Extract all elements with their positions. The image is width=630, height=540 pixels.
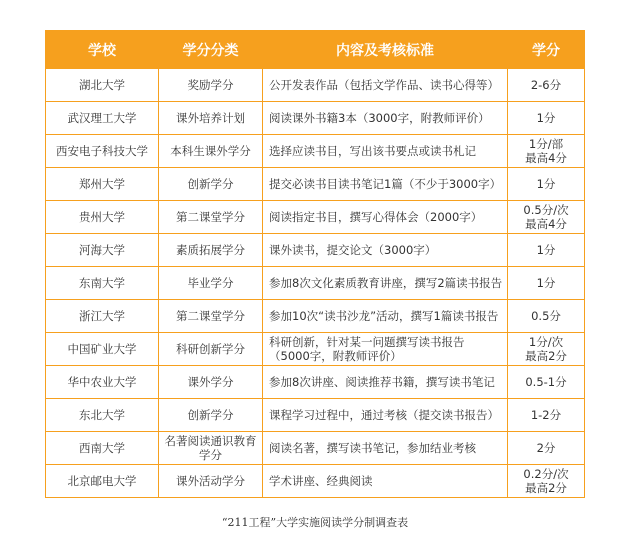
cell-criteria: 参加8次文化素质教育讲座，撰写2篇读书报告 — [263, 267, 508, 300]
cell-credit-type: 第二课堂学分 — [159, 300, 263, 333]
cell-school: 东南大学 — [46, 267, 159, 300]
table-row — [46, 234, 585, 267]
cell-school: 湖北大学 — [46, 69, 159, 102]
cell-credit: 0.5-1分 — [508, 366, 585, 399]
table-row — [46, 432, 585, 465]
cell-criteria: 参加8次讲座、阅读推荐书籍，撰写读书笔记 — [263, 366, 508, 399]
cell-credit-type: 奖励学分 — [159, 69, 263, 102]
cell-school: 北京邮电大学 — [46, 465, 159, 498]
cell-criteria: 公开发表作品（包括文学作品、读书心得等） — [263, 69, 508, 102]
cell-credit-type: 毕业学分 — [159, 267, 263, 300]
cell-criteria: 阅读指定书目，撰写心得体会（2000字） — [263, 201, 508, 234]
cell-school: 河海大学 — [46, 234, 159, 267]
table-body — [46, 69, 585, 498]
cell-credit: 1分/次 最高2分 — [508, 333, 585, 366]
cell-criteria: 阅读名著，撰写读书笔记，参加结业考核 — [263, 432, 508, 465]
cell-school: 武汉理工大学 — [46, 102, 159, 135]
cell-credit: 1分 — [508, 267, 585, 300]
table-row — [46, 168, 585, 201]
credit-survey-table — [45, 30, 585, 498]
cell-credit-type: 创新学分 — [159, 399, 263, 432]
cell-credit: 0.5分/次 最高4分 — [508, 201, 585, 234]
table-row — [46, 267, 585, 300]
cell-credit: 1-2分 — [508, 399, 585, 432]
table-caption: “211工程”大学实施阅读学分制调查表 — [221, 516, 409, 529]
cell-school: 中国矿业大学 — [46, 333, 159, 366]
cell-credit: 1分 — [508, 102, 585, 135]
cell-school: 西安电子科技大学 — [46, 135, 159, 168]
table-row — [46, 69, 585, 102]
table-header-row — [46, 31, 585, 69]
cell-credit-type: 课外活动学分 — [159, 465, 263, 498]
cell-criteria: 阅读课外书籍3本（3000字，附教师评价） — [263, 102, 508, 135]
cell-criteria: 选择应读书目，写出该书要点或读书札记 — [263, 135, 508, 168]
cell-school: 西南大学 — [46, 432, 159, 465]
table-row — [46, 366, 585, 399]
cell-school: 郑州大学 — [46, 168, 159, 201]
table-row — [46, 333, 585, 366]
table-row — [46, 102, 585, 135]
header-school: 学校 — [46, 31, 159, 69]
cell-criteria: 提交必读书目读书笔记1篇（不少于3000字） — [263, 168, 508, 201]
cell-criteria: 课程学习过程中，通过考核（提交读书报告） — [263, 399, 508, 432]
cell-credit-type: 第二课堂学分 — [159, 201, 263, 234]
cell-school: 华中农业大学 — [46, 366, 159, 399]
cell-credit: 0.2分/次 最高2分 — [508, 465, 585, 498]
cell-credit: 2-6分 — [508, 69, 585, 102]
cell-criteria: 参加10次“读书沙龙”活动，撰写1篇读书报告 — [263, 300, 508, 333]
cell-credit: 1分 — [508, 168, 585, 201]
cell-credit-type: 本科生课外学分 — [159, 135, 263, 168]
header-credit: 学分 — [508, 31, 585, 69]
table-row — [46, 465, 585, 498]
header-credit-type: 学分分类 — [159, 31, 263, 69]
table-row — [46, 399, 585, 432]
cell-school: 浙江大学 — [46, 300, 159, 333]
cell-credit-type: 科研创新学分 — [159, 333, 263, 366]
cell-credit: 1分 — [508, 234, 585, 267]
cell-criteria: 学术讲座、经典阅读 — [263, 465, 508, 498]
cell-school: 东北大学 — [46, 399, 159, 432]
cell-credit: 2分 — [508, 432, 585, 465]
cell-credit-type: 名著阅读通识教育学分 — [159, 432, 263, 465]
cell-criteria: 科研创新，针对某一问题撰写读书报告（5000字，附教师评价） — [263, 333, 508, 366]
cell-school: 贵州大学 — [46, 201, 159, 234]
header-criteria: 内容及考核标准 — [263, 31, 508, 69]
cell-criteria: 课外读书，提交论文（3000字） — [263, 234, 508, 267]
cell-credit: 0.5分 — [508, 300, 585, 333]
cell-credit: 1分/部 最高4分 — [508, 135, 585, 168]
table-row — [46, 300, 585, 333]
table-row — [46, 135, 585, 168]
cell-credit-type: 课外学分 — [159, 366, 263, 399]
cell-credit-type: 创新学分 — [159, 168, 263, 201]
cell-credit-type: 课外培养计划 — [159, 102, 263, 135]
credit-survey-table-wrap — [45, 30, 584, 498]
cell-credit-type: 素质拓展学分 — [159, 234, 263, 267]
table-row — [46, 201, 585, 234]
